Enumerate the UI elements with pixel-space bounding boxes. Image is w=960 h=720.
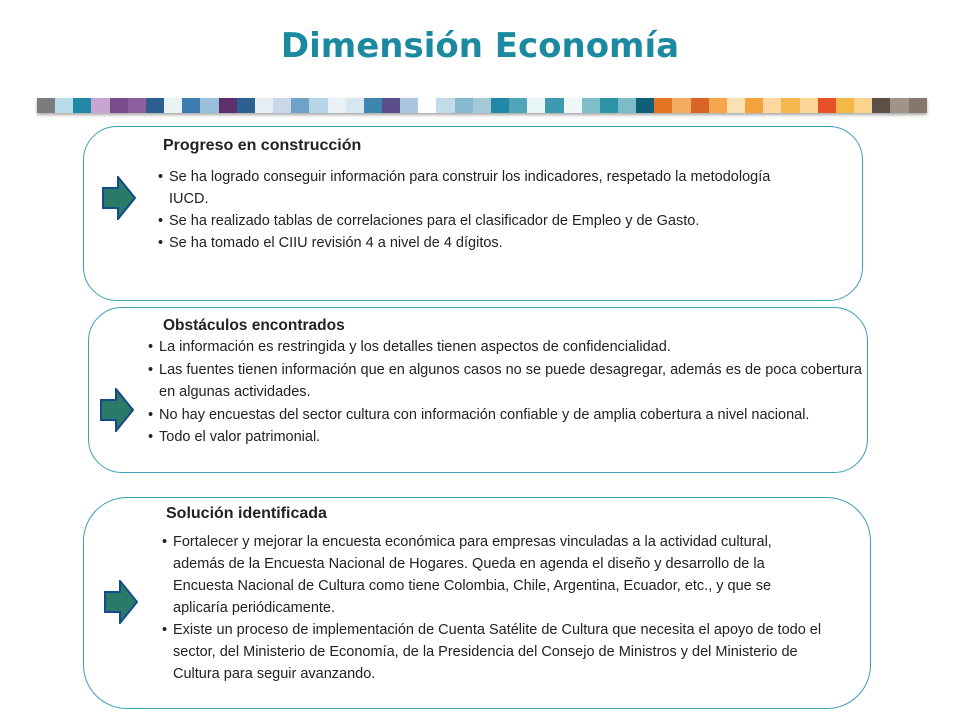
bullet-item: • Las fuentes tienen información que en algunos casos no se puede desagregar, además es de poca cobertura en algunas actividades.	[148, 359, 863, 404]
right-arrow-icon	[102, 176, 136, 220]
stripe-segment	[781, 98, 799, 113]
stripe-segment	[328, 98, 346, 113]
section-obstacles-heading: Obstáculos encontrados	[163, 317, 345, 334]
stripe-segment	[527, 98, 545, 113]
stripe-segment	[400, 98, 418, 113]
stripe-segment	[164, 98, 182, 113]
stripe-segment	[509, 98, 527, 113]
stripe-segment	[237, 98, 255, 113]
stripe-segment	[654, 98, 672, 113]
stripe-segment	[618, 98, 636, 113]
section-solution-heading: Solución identificada	[166, 505, 327, 522]
stripe-segment	[600, 98, 618, 113]
stripe-segment	[364, 98, 382, 113]
stripe-segment	[55, 98, 73, 113]
stripe-segment	[418, 98, 436, 113]
stripe-segment	[491, 98, 509, 113]
stripe-segment	[872, 98, 890, 113]
bullet-item: • Se ha logrado conseguir información para construir los indicadores, respetado la metodología IUCD.	[158, 166, 798, 210]
section-progress-bullets	[158, 166, 798, 254]
stripe-segment	[91, 98, 109, 113]
stripe-segment	[545, 98, 563, 113]
stripe-segment	[890, 98, 908, 113]
stripe-segment	[582, 98, 600, 113]
stripe-segment	[382, 98, 400, 113]
stripe-segment	[691, 98, 709, 113]
bullet-item: • Existe un proceso de implementación de Cuenta Satélite de Cultura que necesita el apoyo de todo el sector, del Ministerio de Economía, de la Presidencia del Consejo de Ministros y del Ministerio de Cultura para seguir avanzando.	[162, 619, 827, 685]
stripe-segment	[473, 98, 491, 113]
stripe-segment	[219, 98, 237, 113]
stripe-segment	[346, 98, 364, 113]
right-arrow-icon	[100, 388, 134, 432]
bullet-item: • No hay encuestas del sector cultura con información confiable y de amplia cobertura a nivel nacional.	[148, 404, 863, 427]
decorative-color-stripe	[37, 98, 927, 113]
stripe-segment	[854, 98, 872, 113]
section-obstacles-bullets	[148, 336, 863, 449]
stripe-segment	[672, 98, 690, 113]
stripe-segment	[455, 98, 473, 113]
page-title: Dimensión Economía	[280, 26, 680, 66]
stripe-segment	[128, 98, 146, 113]
stripe-segment	[564, 98, 582, 113]
section-progress-heading: Progreso en construcción	[163, 137, 362, 154]
bullet-item: • Fortalecer y mejorar la encuesta económica para empresas vinculadas a la actividad cultural, además de la Encuesta Nacional de Hogares. Queda en agenda el diseño y desarrollo de la Encuesta Nacional de Cultura como tiene Colombia, Chile, Argentina, Ecuador, etc., y que se aplicaría periódicamente.	[162, 531, 827, 619]
stripe-segment	[745, 98, 763, 113]
stripe-segment	[309, 98, 327, 113]
stripe-segment	[73, 98, 91, 113]
right-arrow-icon	[104, 580, 138, 624]
stripe-segment	[255, 98, 273, 113]
stripe-segment	[800, 98, 818, 113]
stripe-segment	[727, 98, 745, 113]
stripe-segment	[636, 98, 654, 113]
stripe-segment	[763, 98, 781, 113]
stripe-segment	[110, 98, 128, 113]
stripe-segment	[836, 98, 854, 113]
stripe-segment	[146, 98, 164, 113]
stripe-segment	[709, 98, 727, 113]
stripe-segment	[291, 98, 309, 113]
bullet-item: • Se ha tomado el CIIU revisión 4 a nivel de 4 dígitos.	[158, 232, 798, 254]
stripe-segment	[818, 98, 836, 113]
stripe-segment	[436, 98, 454, 113]
stripe-segment	[909, 98, 927, 113]
bullet-item: • Se ha realizado tablas de correlaciones para el clasificador de Empleo y de Gasto.	[158, 210, 798, 232]
stripe-segment	[273, 98, 291, 113]
bullet-item: • La información es restringida y los detalles tienen aspectos de confidencialidad.	[148, 336, 863, 359]
bullet-item: • Todo el valor patrimonial.	[148, 426, 863, 449]
stripe-segment	[37, 98, 55, 113]
stripe-segment	[200, 98, 218, 113]
stripe-segment	[182, 98, 200, 113]
section-solution-bullets	[162, 531, 827, 685]
